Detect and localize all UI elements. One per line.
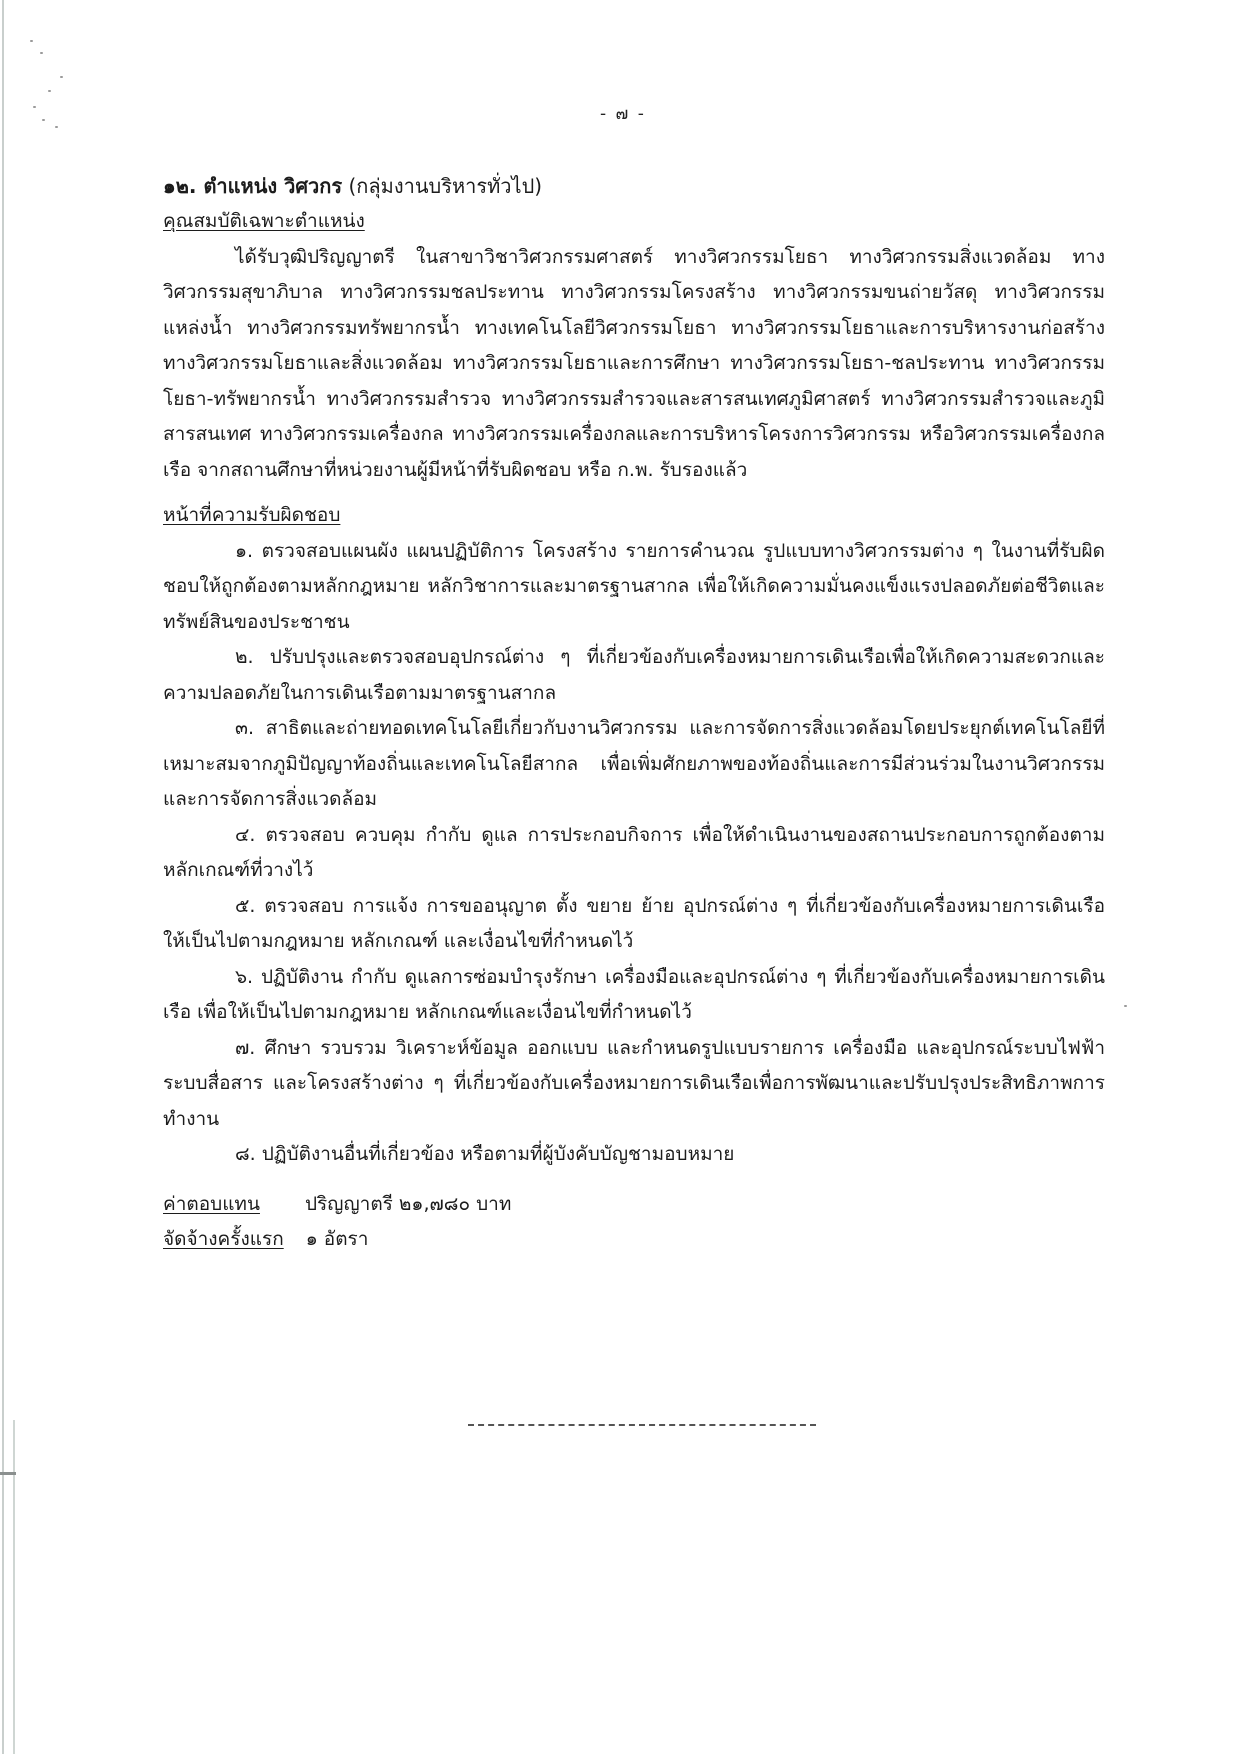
duty-item-4: ๔. ตรวจสอบ ควบคุม กำกับ ดูแล การประกอบกิจการ เพื่อให้ดำเนินงานของสถานประกอบการถูกต้องตามหลักเกณฑ์ที่วางไว้ (163, 823, 1105, 881)
duty-item-6: ๖. ปฏิบัติงาน กำกับ ดูแลการซ่อมบำรุงรักษา เครื่องมือและอุปกรณ์ต่าง ๆ ที่เกี่ยวข้องกับเครื่องหมายการเดินเรือ เพื่อให้เป็นไปตามกฎหมาย หลักเกณฑ์และเงื่อนไขที่กำหนดไว้ (163, 965, 1105, 1023)
employment-info (163, 1187, 1105, 1257)
duty-item-2: ๒. ปรับปรุงและตรวจสอบอุปกรณ์ต่าง ๆ ที่เกี่ยวข้องกับเครื่องหมายการเดินเรือเพื่อให้เกิดความสะดวกและความปลอดภัยในการเดินเรือตามมาตรฐานสากล (163, 646, 1105, 704)
scan-speck (30, 40, 33, 42)
position-heading (163, 168, 1105, 204)
scan-speck (60, 76, 63, 78)
scan-edge-line-lower (13, 1420, 15, 1754)
scan-speck (55, 126, 58, 128)
scan-edge-line (2, 0, 4, 1754)
compensation-label: ค่าตอบแทน (163, 1192, 260, 1215)
qualifications-text: ได้รับวุฒิปริญญาตรี ในสาขาวิชาวิศวกรรมศาสตร์ ทางวิศวกรรมโยธา ทางวิศวกรรมสิ่งแวดล้อม ทางวิศวกรรมสุขาภิบาล ทางวิศวกรรมชลประทาน ทางวิศวกรรมโครงสร้าง ทางวิศวกรรมขนถ่ายวัสดุ ทางวิศวกรรมแหล่งน้ำ ทางวิศวกรรมทรัพยากรน้ำ ทางเทคโนโลยีวิศวกรรมโยธา ทางวิศวกรรมโยธาและการบริหารงานก่อสร้าง ทางวิศวกรรมโยธาและสิ่งแวดล้อม ทางวิศวกรรมโยธาและการศึกษา ทางวิศวกรรมโยธา-ชลประทาน ทางวิศวกรรมโยธา-ทรัพยากรน้ำ ทางวิศวกรรมสำรวจ ทางวิศวกรรมสำรวจและสารสนเทศภูมิศาสตร์ ทางวิศวกรรมสำรวจและภูมิสารสนเทศ ทางวิศวกรรมเครื่องกล ทางวิศวกรรมเครื่องกลและการบริหารโครงการวิศวกรรม หรือวิศวกรรมเครื่องกลเรือ จากสถานศึกษาที่หน่วยงานผู้มีหน้าที่รับผิดชอบ หรือ ก.พ. รับรองแล้ว (163, 245, 1105, 481)
scan-speck (33, 106, 36, 108)
hiring-row (163, 1222, 1105, 1257)
scan-speck (42, 119, 45, 121)
duties-label: หน้าที่ความรับผิดชอบ (163, 504, 341, 526)
duty-item-5: ๕. ตรวจสอบ การแจ้ง การขออนุญาต ตั้ง ขยาย ย้าย อุปกรณ์ต่าง ๆ ที่เกี่ยวข้องกับเครื่องหมายการเดินเรือ ให้เป็นไปตามกฎหมาย หลักเกณฑ์ และเงื่อนไขที่กำหนดไว้ (163, 894, 1105, 952)
scan-speck (40, 52, 43, 54)
duty-item-7: ๗. ศึกษา รวบรวม วิเคราะห์ข้อมูล ออกแบบ และกำหนดรูปแบบรายการ เครื่องมือ และอุปกรณ์ระบบไฟฟ้า ระบบสื่อสาร และโครงสร้างต่าง ๆ ที่เกี่ยวข้องกับเครื่องหมายการเดินเรือเพื่อการพัฒนาและปรับปรุงประสิทธิภาพการทำงาน (163, 1036, 1105, 1130)
position-group: (กลุ่มงานบริหารทั่วไป) (348, 174, 543, 198)
document-body (163, 168, 1105, 1257)
compensation-row (163, 1187, 1105, 1222)
duty-item-3: ๓. สาธิตและถ่ายทอดเทคโนโลยีเกี่ยวกับงานวิศวกรรม และการจัดการสิ่งแวดล้อมโดยประยุกต์เทคโนโลยีที่เหมาะสมจากภูมิปัญญาท้องถิ่นและเทคโนโลยีสากล เพื่อเพิ่มศักยภาพของท้องถิ่นและการมีส่วนร่วมในงานวิศวกรรม และการจัดการสิ่งแวดล้อม (163, 717, 1105, 810)
position-title: ๑๒. ตำแหน่ง วิศวกร (163, 174, 343, 198)
duties-list (163, 534, 1105, 1173)
hiring-label: จัดจ้างครั้งแรก (163, 1227, 284, 1250)
page-number: - ๗ - (600, 104, 646, 124)
qualifications-label: คุณสมบัติเฉพาะตำแหน่ง (163, 210, 365, 232)
scan-punch-mark (0, 1472, 16, 1475)
qualifications-section (163, 204, 1105, 488)
duty-item-1: ๑. ตรวจสอบแผนผัง แผนปฏิบัติการ โครงสร้าง รายการคำนวณ รูปแบบทางวิศวกรรมต่าง ๆ ในงานที่รับผิดชอบให้ถูกต้องตามหลักกฎหมาย หลักวิชาการและมาตรฐานสากล เพื่อให้เกิดความมั่นคงแข็งแรงปลอดภัยต่อชีวิตและทรัพย์สินของประชาชน (163, 539, 1105, 633)
duty-item-8: ๘. ปฏิบัติงานอื่นที่เกี่ยวข้อง หรือตามที่ผู้บังคับบัญชามอบหมาย (235, 1143, 735, 1165)
end-of-section-divider (468, 1424, 816, 1426)
scan-speck (1124, 1005, 1127, 1007)
scan-speck (48, 90, 51, 92)
duties-section (163, 498, 1105, 1173)
compensation-value: ปริญญาตรี ๒๑,๗๘๐ บาท (305, 1192, 512, 1215)
hiring-value: ๑ อัตรา (305, 1227, 369, 1250)
